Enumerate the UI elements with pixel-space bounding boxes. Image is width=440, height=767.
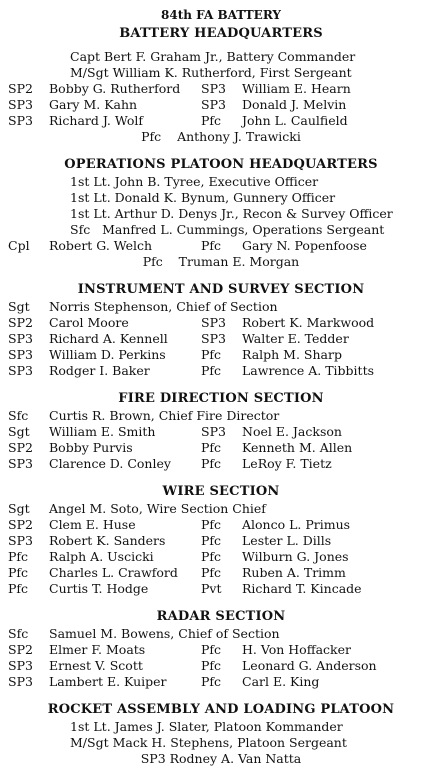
member-name: Charles L. Crawford — [49, 565, 178, 580]
section-title-fire-direction: FIRE DIRECTION SECTION — [118, 391, 324, 406]
member-name: Lester L. Dills — [242, 533, 332, 548]
member-name: Bobby Purvis — [49, 440, 133, 455]
rank: Pfc — [201, 363, 222, 378]
member-name: Alonco L. Primus — [242, 517, 351, 532]
member-name: Leonard G. Anderson — [242, 658, 377, 673]
rank: Sfc — [8, 408, 29, 423]
rank: Pfc — [201, 658, 222, 673]
roster-row — [8, 347, 434, 363]
member-name: Wilburn G. Jones — [242, 549, 349, 564]
roster-line: Pfc Anthony J. Trawicki — [141, 129, 301, 144]
member-name: Ruben A. Trimm — [242, 565, 346, 580]
member-name: Gary N. Popenfoose — [242, 238, 367, 253]
roster-row — [8, 299, 434, 315]
roster-row — [8, 501, 434, 517]
roster-row — [8, 517, 434, 533]
roster-row — [8, 81, 434, 97]
document-title: 84th FA BATTERY — [161, 8, 281, 22]
rank: SP3 — [201, 331, 226, 346]
section-title-instrument-survey: INSTRUMENT AND SURVEY SECTION — [77, 282, 365, 297]
roster-row — [8, 565, 434, 581]
rank: SP3 — [8, 331, 33, 346]
rank: Pfc — [8, 565, 29, 580]
section-title-rocket-assembly: ROCKET ASSEMBLY AND LOADING PLATOON — [47, 702, 395, 717]
rank: SP2 — [8, 642, 33, 657]
roster-row — [8, 315, 434, 331]
member-name: Carol Moore — [49, 315, 129, 330]
roster-line: Pfc Truman E. Morgan — [142, 254, 300, 269]
member-name: William E. Hearn — [242, 81, 351, 96]
member-name: Bobby G. Rutherford — [49, 81, 181, 96]
rank: SP2 — [8, 440, 33, 455]
member-name: Richard A. Kennell — [49, 331, 168, 346]
member-name: John L. Caulfield — [242, 113, 348, 128]
roster-row — [8, 440, 434, 456]
rank: SP3 — [8, 363, 33, 378]
rank: Pfc — [201, 533, 222, 548]
rank: Sgt — [8, 299, 30, 314]
rank: Pfc — [201, 517, 222, 532]
rank: Pfc — [201, 113, 222, 128]
rank: SP3 — [201, 81, 226, 96]
member-name: Ralph A. Uscicki — [49, 549, 154, 564]
member-name: Curtis T. Hodge — [49, 581, 149, 596]
roster-row — [8, 533, 434, 549]
section-title-operations-hq: OPERATIONS PLATOON HEADQUARTERS — [64, 157, 378, 172]
rank: SP3 — [201, 315, 226, 330]
member-name: Clem E. Huse — [49, 517, 136, 532]
member-name: Robert K. Markwood — [242, 315, 375, 330]
member-name: Richard J. Wolf — [49, 113, 144, 128]
rank: SP3 — [8, 347, 33, 362]
member-name: William E. Smith — [49, 424, 156, 439]
rank: Pfc — [201, 347, 222, 362]
rank: SP3 — [8, 97, 33, 112]
roster-line: 1st Lt. Arthur D. Denys Jr., Recon & Survey Officer — [70, 206, 393, 221]
roster-row — [8, 658, 434, 674]
rank: Pfc — [201, 674, 222, 689]
member-name: Robert G. Welch — [49, 238, 153, 253]
roster-row — [8, 456, 434, 472]
member-name: Norris Stephenson, Chief of Section — [49, 299, 278, 314]
rank: Pfc — [201, 549, 222, 564]
rank: Sfc — [8, 626, 29, 641]
roster-line: 1st Lt. John B. Tyree, Executive Officer — [70, 174, 319, 189]
roster-line: 1st Lt. James J. Slater, Platoon Kommander — [70, 719, 343, 734]
roster-line: M/Sgt William K. Rutherford, First Sergeant — [70, 65, 352, 80]
member-name: Curtis R. Brown, Chief Fire Director — [49, 408, 280, 423]
rank: Pfc — [201, 238, 222, 253]
rank: SP2 — [8, 81, 33, 96]
rank: SP3 — [8, 456, 33, 471]
rank: Cpl — [8, 238, 30, 253]
roster-row — [8, 363, 434, 379]
roster-row — [8, 113, 434, 129]
member-name: Walter E. Tedder — [242, 331, 349, 346]
rank: Pfc — [8, 549, 29, 564]
member-name: H. Von Hoffacker — [242, 642, 351, 657]
member-name: Richard T. Kincade — [242, 581, 362, 596]
member-name: Ernest V. Scott — [49, 658, 143, 673]
rank: SP3 — [8, 674, 33, 689]
rank: Pfc — [201, 440, 222, 455]
roster-row — [8, 626, 434, 642]
rank: SP3 — [201, 97, 226, 112]
rank: Pfc — [201, 565, 222, 580]
member-name: Gary M. Kahn — [49, 97, 138, 112]
member-name: Lambert E. Kuiper — [49, 674, 167, 689]
rank: Pvt — [201, 581, 222, 596]
rank: SP3 — [201, 424, 226, 439]
member-name: Samuel M. Bowens, Chief of Section — [49, 626, 280, 641]
rank: Sgt — [8, 501, 30, 516]
member-name: Clarence D. Conley — [49, 456, 171, 471]
member-name: Donald J. Melvin — [242, 97, 347, 112]
roster-row — [8, 97, 434, 113]
member-name: Rodger I. Baker — [49, 363, 150, 378]
roster-row — [8, 331, 434, 347]
member-name: Lawrence A. Tibbitts — [242, 363, 375, 378]
section-title-battery-hq: BATTERY HEADQUARTERS — [119, 26, 323, 41]
rank: Pfc — [8, 581, 29, 596]
roster-line: Sfc Manfred L. Cummings, Operations Sergeant — [70, 222, 385, 237]
roster-line: M/Sgt Mack H. Stephens, Platoon Sergeant — [70, 735, 347, 750]
roster-row — [8, 581, 434, 597]
member-name: LeRoy F. Tietz — [242, 456, 332, 471]
roster-line: SP3 Rodney A. Van Natta — [140, 751, 302, 766]
rank: Pfc — [201, 642, 222, 657]
section-title-wire: WIRE SECTION — [162, 484, 280, 499]
rank: SP2 — [8, 517, 33, 532]
rank: SP3 — [8, 533, 33, 548]
member-name: Elmer F. Moats — [49, 642, 146, 657]
member-name: Robert K. Sanders — [49, 533, 166, 548]
roster-row — [8, 424, 434, 440]
member-name: Angel M. Soto, Wire Section Chief — [49, 501, 266, 516]
member-name: William D. Perkins — [49, 347, 166, 362]
roster-row — [8, 642, 434, 658]
rank: SP3 — [8, 113, 33, 128]
roster-row — [8, 408, 434, 424]
rank: Sgt — [8, 424, 30, 439]
rank: SP3 — [8, 658, 33, 673]
member-name: Kenneth M. Allen — [242, 440, 353, 455]
roster-row — [8, 238, 434, 254]
roster-row — [8, 549, 434, 565]
member-name: Ralph M. Sharp — [242, 347, 342, 362]
roster-line: 1st Lt. Donald K. Bynum, Gunnery Officer — [70, 190, 336, 205]
rank: Pfc — [201, 456, 222, 471]
rank: SP2 — [8, 315, 33, 330]
roster-row — [8, 674, 434, 690]
section-title-radar: RADAR SECTION — [156, 609, 286, 624]
member-name: Carl E. King — [242, 674, 320, 689]
member-name: Noel E. Jackson — [242, 424, 342, 439]
roster-line: Capt Bert F. Graham Jr., Battery Commander — [70, 49, 356, 64]
